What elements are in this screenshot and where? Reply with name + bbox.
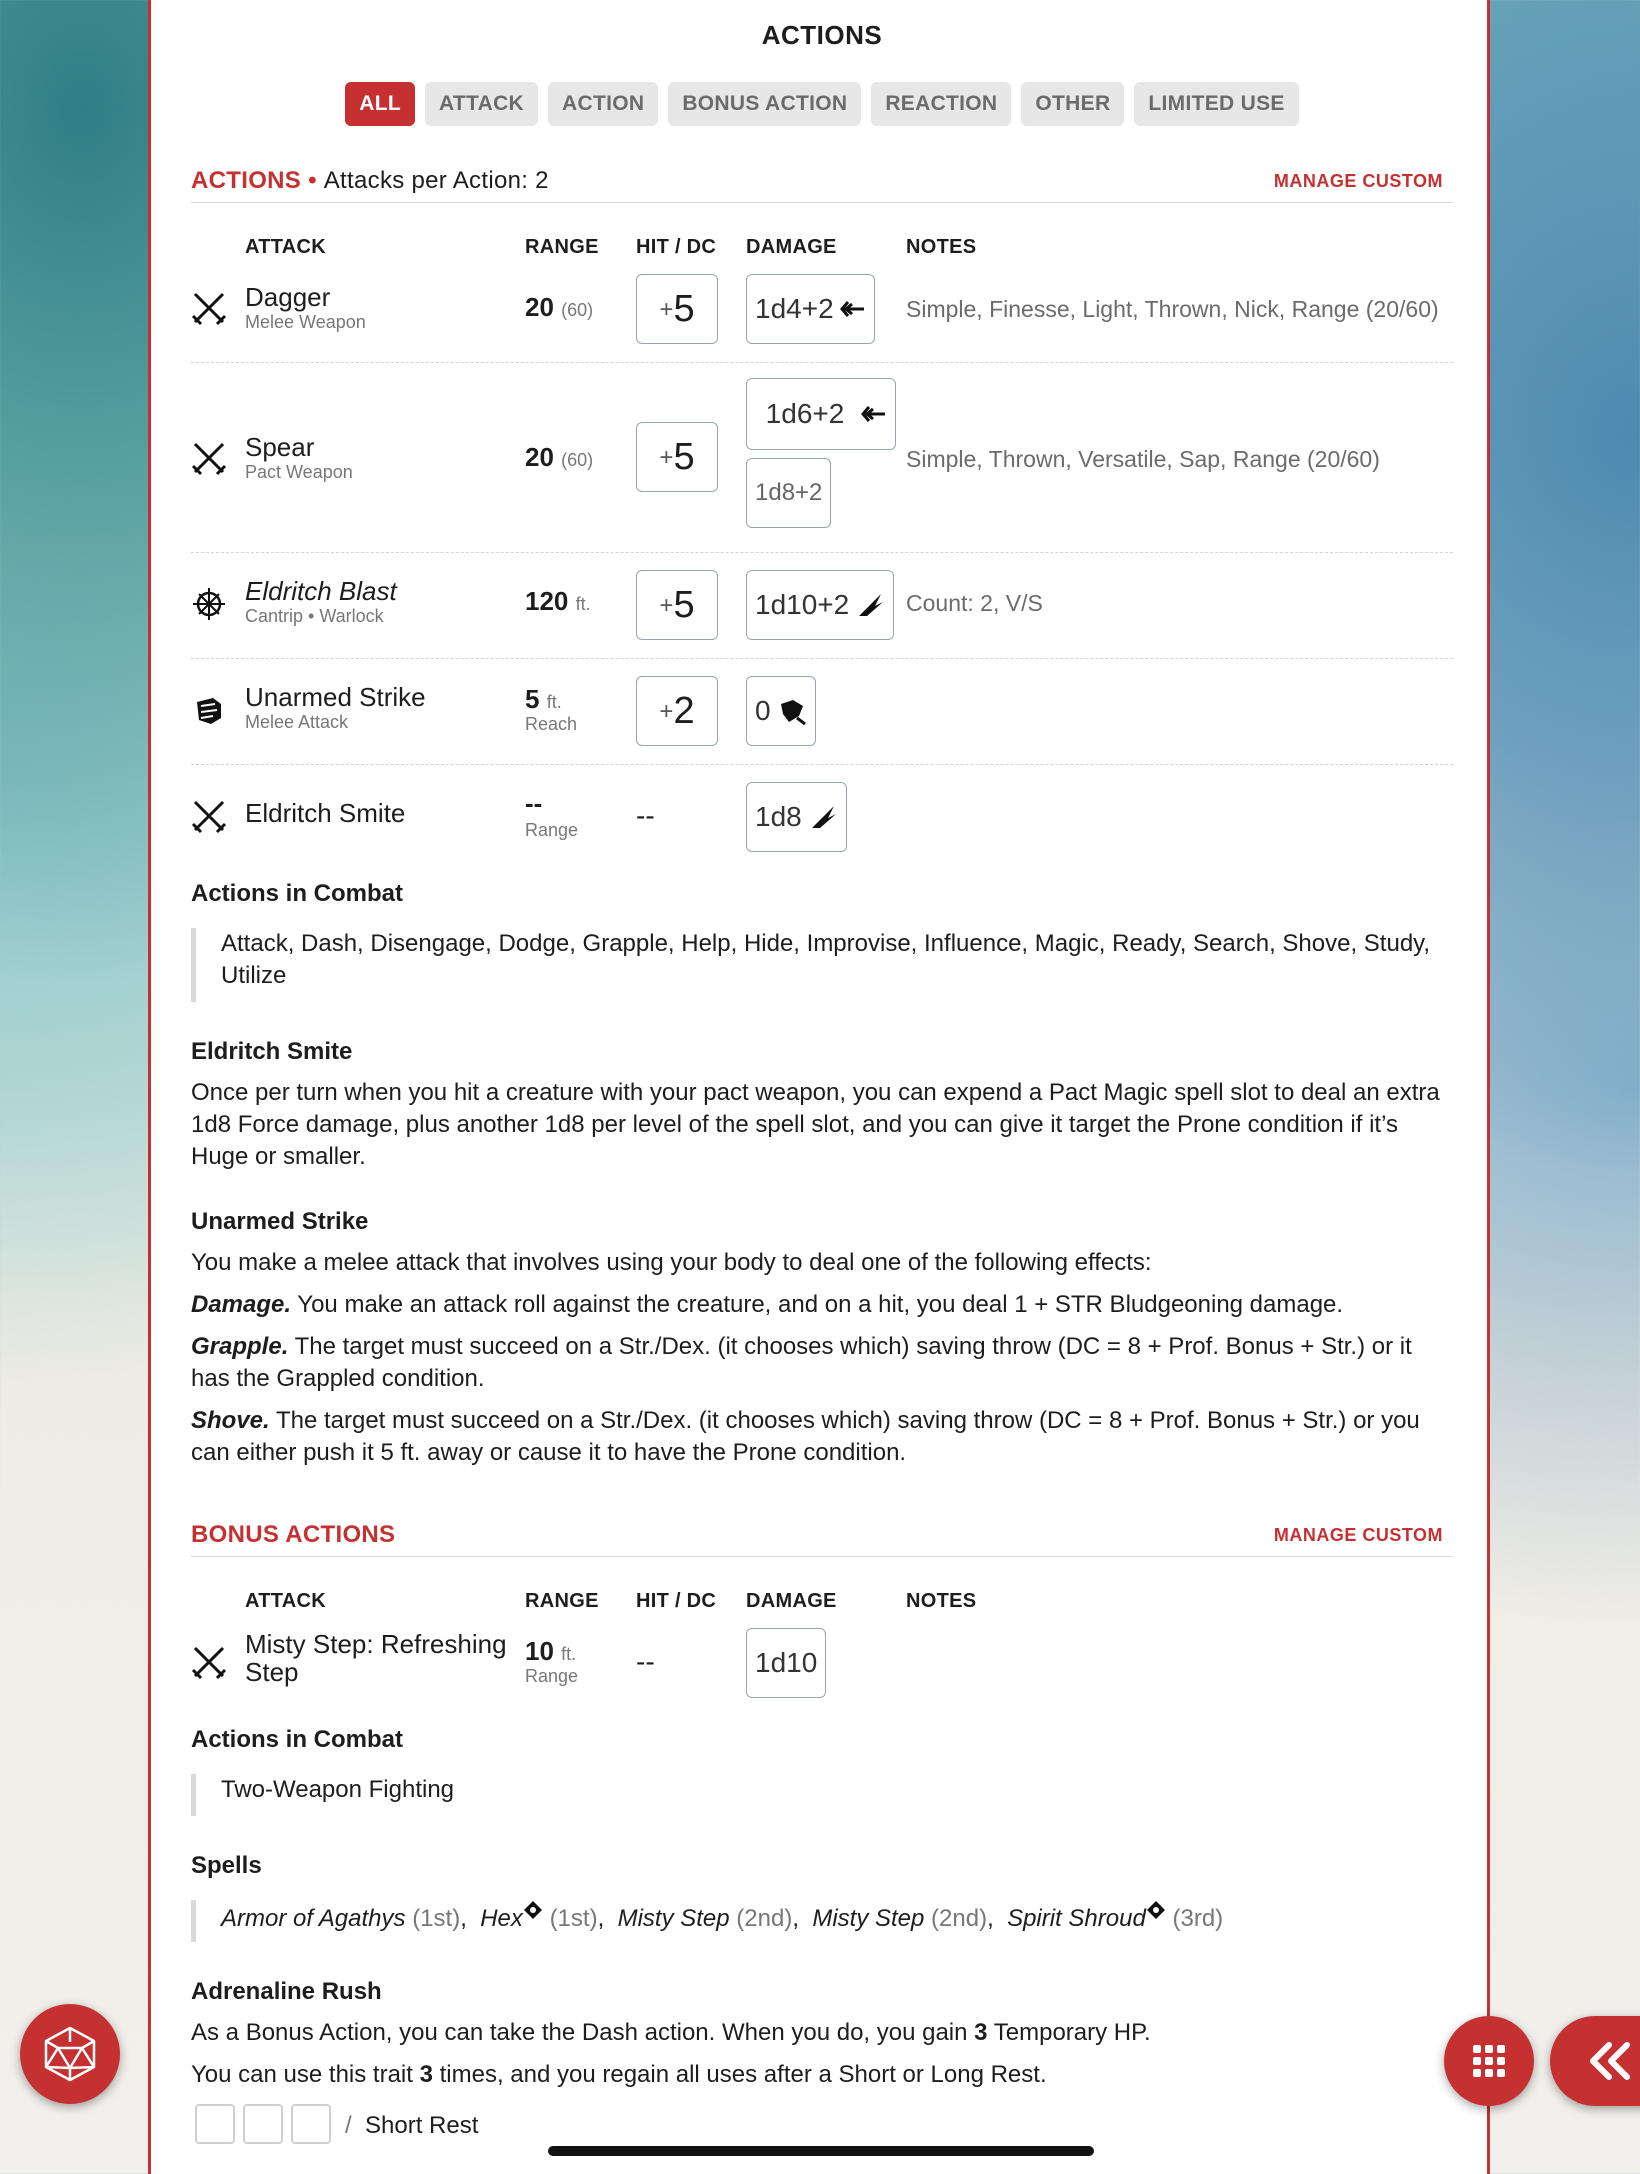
filter-other[interactable]: OTHER: [1021, 82, 1124, 126]
unarmed-strike-title: Unarmed Strike: [191, 1208, 369, 1235]
spells-list: Armor of Agathys (1st), Hex (1st), Misty Step (2nd), Misty Step (2nd), Spirit Shroud (3rd): [191, 1900, 1453, 1942]
bonus-actions-title: BONUS ACTIONS: [191, 1521, 396, 1548]
piercing-icon: [840, 298, 866, 320]
manage-custom-button[interactable]: MANAGE CUSTOM: [1273, 170, 1443, 191]
actions-in-combat-list[interactable]: Attack, Dash, Disengage, Dodge, Grapple, Help, Hide, Improvise, Influence, Magic, Ready, Search, Shove, Study, Utilize: [191, 928, 1453, 1002]
actions-in-combat-title: Actions in Combat: [191, 880, 404, 907]
action-row-dagger[interactable]: [191, 266, 1453, 363]
col-attack: ATTACK: [245, 236, 327, 258]
damage-button[interactable]: 1d6+2: [746, 378, 896, 450]
adrenaline-rush-text: As a Bonus Action, you can take the Dash action. When you do, you gain 3 Temporary HP.: [191, 2019, 1151, 2046]
spell-link[interactable]: Misty Step: [617, 1905, 730, 1932]
adrenaline-rush-title: Adrenaline Rush: [191, 1978, 382, 2005]
range-sub: Range: [525, 1666, 579, 1686]
filter-limited-use[interactable]: LIMITED USE: [1134, 82, 1298, 126]
eldritch-smite-title: Eldritch Smite: [191, 1038, 353, 1065]
concentration-icon: [1146, 1900, 1166, 1920]
col-range: RANGE: [525, 1590, 599, 1612]
damage-button[interactable]: 1d4+2: [746, 274, 875, 344]
use-checkbox[interactable]: [243, 2104, 283, 2144]
attack-name[interactable]: Misty Step: Refreshing Step: [245, 1629, 507, 1687]
range-value: 10 ft.: [525, 1636, 577, 1666]
unarmed-damage-effect: Damage. You make an attack roll against the creature, and on a hit, you deal 1 + STR Bludgeoning damage.: [191, 1291, 1344, 1318]
col-hit-dc: HIT / DC: [636, 236, 717, 258]
use-checkbox[interactable]: [195, 2104, 235, 2144]
attack-notes: Simple, Finesse, Light, Thrown, Nick, Range (20/60): [906, 296, 1439, 322]
damage-button[interactable]: 1d8: [746, 782, 847, 852]
range-sub: Range: [525, 820, 579, 840]
filter-bonus-action[interactable]: BONUS ACTION: [668, 82, 861, 126]
hit-bonus-button[interactable]: +2: [636, 676, 718, 746]
force-damage-icon: [855, 590, 885, 620]
spell-link[interactable]: Armor of Agathys: [221, 1905, 406, 1932]
attack-notes: Count: 2, V/S: [906, 590, 1043, 616]
home-indicator: [548, 2146, 1094, 2156]
range-sub: Reach: [525, 714, 578, 734]
damage-button[interactable]: 0: [746, 676, 816, 746]
hit-dash: --: [636, 800, 655, 831]
attack-meta: Melee Weapon: [245, 312, 366, 332]
attack-name[interactable]: Dagger: [245, 282, 331, 312]
attack-name[interactable]: Spear: [245, 432, 315, 462]
col-attack: ATTACK: [245, 1590, 327, 1612]
attack-meta: Pact Weapon: [245, 462, 353, 482]
action-row-eldritch-blast[interactable]: [191, 552, 1453, 659]
filter-reaction[interactable]: REACTION: [871, 82, 1011, 126]
col-damage: DAMAGE: [746, 236, 837, 258]
attack-meta: Cantrip • Warlock: [245, 606, 384, 626]
separator-dot: •: [301, 167, 324, 194]
action-row-spear[interactable]: [191, 362, 1453, 553]
bludgeoning-icon: [777, 696, 807, 726]
attack-name[interactable]: Unarmed Strike: [245, 682, 426, 712]
hit-dash: --: [636, 1646, 655, 1677]
unarmed-shove-effect: Shove. The target must succeed on a Str./Dex. (it chooses which) saving throw (DC = 8 + Prof. Bonus + Str.) or you can either push it 5 ft. away or cause it to have the Prone condition.: [191, 1407, 1420, 1466]
filter-action[interactable]: ACTION: [548, 82, 658, 126]
use-checkbox[interactable]: [291, 2104, 331, 2144]
adrenaline-rush-uses: You can use this trait 3 times, and you regain all uses after a Short or Long Rest.: [191, 2061, 1047, 2088]
range-value: 5 ft.: [525, 684, 562, 714]
actions-section-title: ACTIONS: [191, 167, 302, 194]
attack-name[interactable]: Eldritch Smite: [245, 798, 406, 828]
spell-link[interactable]: Hex: [480, 1905, 523, 1932]
col-range: RANGE: [525, 236, 599, 258]
actions-section-header: [191, 160, 1453, 203]
grid-icon: [1469, 2041, 1509, 2081]
attack-meta: Melee Attack: [245, 712, 349, 732]
bonus-row-misty-step[interactable]: [191, 1620, 1453, 1720]
spell-link[interactable]: Spirit Shroud: [1007, 1905, 1146, 1932]
col-notes: NOTES: [906, 1590, 977, 1612]
spell-link[interactable]: Misty Step: [812, 1905, 925, 1932]
crossed-swords-icon: [191, 290, 231, 330]
col-damage: DAMAGE: [746, 1590, 837, 1612]
range-value: 20 (60): [525, 442, 594, 472]
hit-bonus-button[interactable]: +5: [636, 422, 718, 492]
character-sheet-panel: [148, 0, 1490, 2174]
spell-sigil-icon: [191, 586, 231, 626]
menu-grid-button[interactable]: [1444, 2016, 1534, 2106]
col-notes: NOTES: [906, 236, 977, 258]
piercing-icon: [861, 403, 887, 425]
eldritch-smite-text: Once per turn when you hit a creature with your pact weapon, you can expend a Pact Magic spell slot to deal an extra 1d8 Force damage, plus another 1d8 per level of the spell slot, and you can give it target the Prone condition if it’s Huge or smaller.: [191, 1079, 1440, 1170]
damage-button[interactable]: 1d10: [746, 1628, 826, 1698]
attack-name[interactable]: Eldritch Blast: [245, 576, 397, 606]
crossed-swords-icon: [191, 798, 231, 838]
fist-icon: [191, 692, 231, 732]
spells-title: Spells: [191, 1852, 262, 1879]
page-title: ACTIONS: [761, 20, 883, 50]
collapse-panel-button[interactable]: [1550, 2016, 1640, 2106]
filter-attack[interactable]: ATTACK: [425, 82, 538, 126]
damage-button[interactable]: 1d10+2: [746, 570, 894, 640]
action-row-eldritch-smite[interactable]: [191, 764, 1453, 864]
filter-tabs: [151, 82, 1493, 126]
action-row-unarmed-strike[interactable]: [191, 658, 1453, 765]
bonus-actions-in-combat-title: Actions in Combat: [191, 1726, 404, 1753]
versatile-damage-button[interactable]: 1d8+2: [746, 458, 831, 528]
force-damage-icon: [808, 802, 838, 832]
reset-label: / Short Rest: [345, 2112, 479, 2139]
dice-roller-button[interactable]: [20, 2004, 120, 2104]
crossed-swords-icon: [191, 1644, 231, 1684]
hit-bonus-button[interactable]: +5: [636, 274, 718, 344]
filter-all[interactable]: ALL: [345, 82, 415, 126]
manage-custom-button[interactable]: MANAGE CUSTOM: [1273, 1524, 1443, 1545]
bonus-actions-section-header: [191, 1514, 1453, 1557]
hit-bonus-button[interactable]: +5: [636, 570, 718, 640]
d20-icon: [40, 2024, 100, 2084]
unarmed-strike-intro: You make a melee attack that involves using your body to deal one of the following effects:: [191, 1249, 1152, 1276]
double-chevron-left-icon: [1585, 2041, 1635, 2081]
bonus-actions-in-combat-list[interactable]: Two-Weapon Fighting: [191, 1774, 1453, 1816]
attacks-per-action: Attacks per Action: 2: [323, 167, 549, 194]
col-hit-dc: HIT / DC: [636, 1590, 717, 1612]
concentration-icon: [523, 1900, 543, 1920]
attack-notes: Simple, Thrown, Versatile, Sap, Range (20/60): [906, 446, 1380, 472]
range-value: 20 (60): [525, 292, 594, 322]
crossed-swords-icon: [191, 440, 231, 480]
range-value: 120 ft.: [525, 586, 591, 616]
unarmed-grapple-effect: Grapple. The target must succeed on a Str./Dex. (it chooses which) saving throw (DC = 8 + Prof. Bonus + Str.) or it has the Grappled condition.: [191, 1333, 1412, 1392]
range-value: --: [525, 788, 543, 818]
